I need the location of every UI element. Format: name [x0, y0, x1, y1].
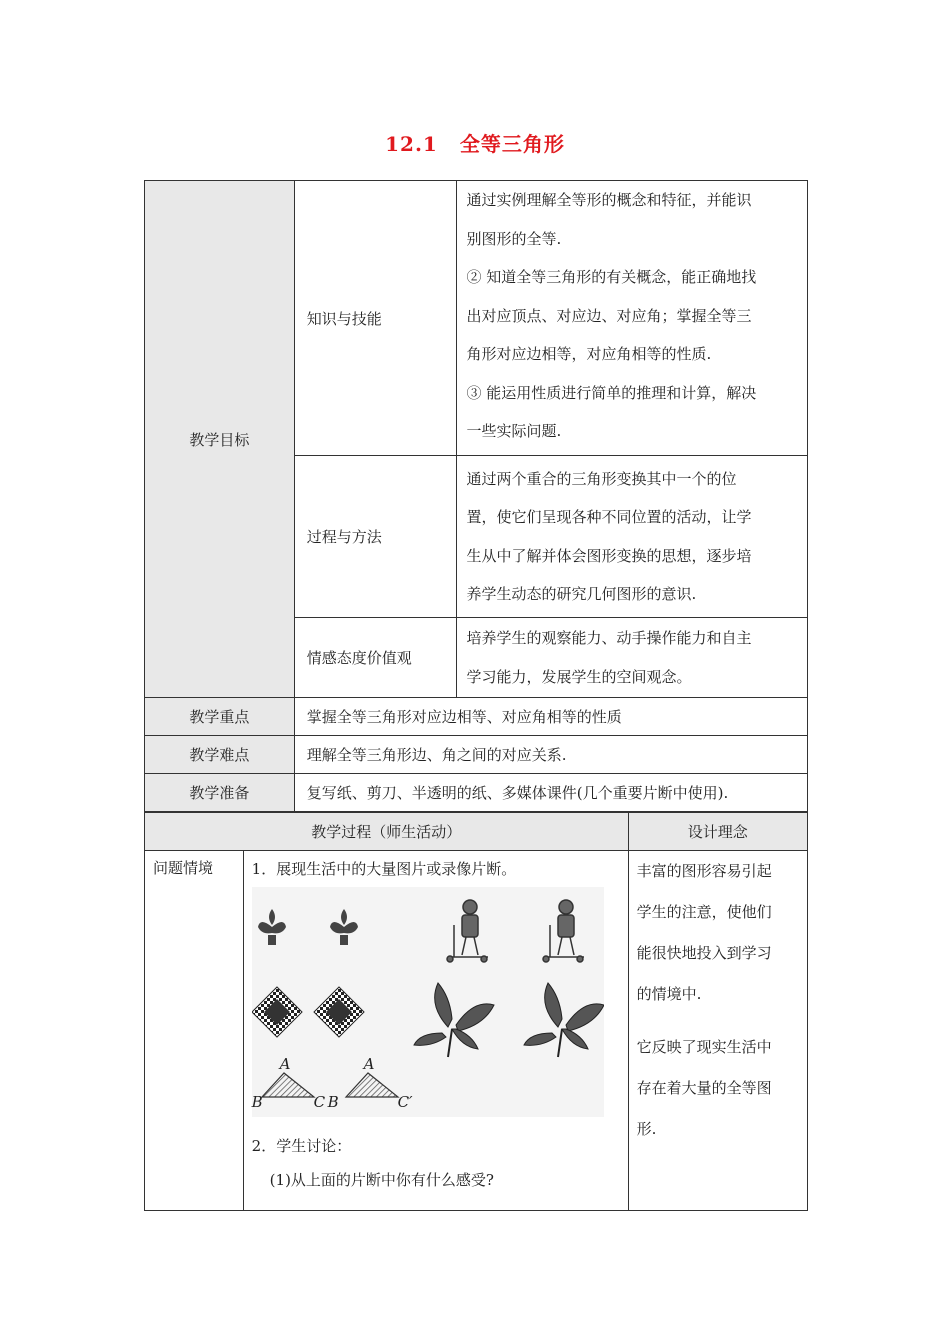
- emotion-line: 培养学生的观察能力、动手操作能力和自主: [466, 629, 752, 647]
- section-number: 12.1: [385, 132, 438, 156]
- process-label: 过程与方法: [294, 456, 456, 618]
- fleur-de-lis-icon: [330, 909, 358, 945]
- knowledge-line: 角形对应边相等，对应角相等的性质.: [466, 345, 712, 363]
- step2-text: 2．学生讨论：: [251, 1137, 352, 1155]
- page-title: [0, 128, 950, 157]
- process-line: 养学生动态的研究几何图形的意识.: [466, 585, 697, 603]
- child-on-scooter-icon: [447, 900, 488, 962]
- process-line: 生从中了解并体会图形变换的思想，逐步培: [466, 546, 752, 565]
- preparation-label: 教学准备: [145, 774, 295, 812]
- oak-leaf-sprig-icon: [524, 983, 604, 1057]
- process-table: [144, 812, 808, 1211]
- vertex-label-a: A: [279, 1055, 291, 1073]
- scenario-content: [243, 851, 628, 1211]
- difficulty-label: 教学难点: [145, 736, 295, 774]
- design-line: 能很快地投入到学习: [636, 944, 772, 962]
- knowledge-line: 一些实际问题.: [466, 422, 562, 440]
- step1-text: 1．展现生活中的大量图片或录像片断。: [251, 860, 517, 878]
- design-line: 存在着大量的全等图: [636, 1079, 772, 1097]
- step2-question: (1)从上面的片断中你有什么感受?: [269, 1171, 494, 1189]
- key-point-text: 掌握全等三角形对应边相等、对应角相等的性质: [294, 698, 807, 736]
- scenario-label: 问题情境: [145, 851, 244, 1211]
- emotion-line: 学习能力，发展学生的空间观念。: [466, 667, 692, 686]
- oak-leaf-sprig-icon: [414, 983, 494, 1057]
- checkered-diamond-icon: [314, 987, 364, 1037]
- difficulty-text: 理解全等三角形边、角之间的对应关系.: [294, 736, 807, 774]
- fleur-de-lis-icon: [258, 909, 286, 945]
- knowledge-content: [456, 181, 807, 456]
- vertex-label-c: C: [313, 1093, 326, 1111]
- vertex-label-b-prime: B: [327, 1093, 339, 1111]
- congruent-figures-image: [252, 887, 604, 1117]
- design-line: 丰富的图形容易引起: [636, 862, 772, 880]
- design-header: 设计理念: [628, 813, 807, 851]
- key-point-label: 教学重点: [145, 698, 295, 736]
- knowledge-label: 知识与技能: [294, 181, 456, 456]
- checkered-diamond-icon: [252, 987, 302, 1037]
- triangle-abc: [262, 1073, 314, 1097]
- vertex-label-c-prime: C′: [397, 1093, 413, 1111]
- knowledge-line: 通过实例理解全等形的概念和特征，并能识: [466, 191, 752, 209]
- preparation-text: 复写纸、剪刀、半透明的纸、多媒体课件(几个重要片断中使用).: [294, 774, 807, 812]
- design-line: 它反映了现实生活中: [636, 1038, 772, 1056]
- process-line: 置，使它们呈现各种不同位置的活动，让学: [466, 508, 752, 526]
- triangle-abc-prime: [346, 1073, 398, 1097]
- figures-svg: [252, 887, 604, 1117]
- objectives-label: 教学目标: [145, 181, 295, 698]
- emotion-content: [456, 618, 807, 698]
- process-content: [456, 456, 807, 618]
- knowledge-line: ② 知道全等三角形的有关概念，能正确地找: [466, 268, 757, 286]
- section-title: 全等三角形: [459, 132, 565, 156]
- process-line: 通过两个重合的三角形变换其中一个的位: [466, 469, 737, 488]
- design-content: [628, 851, 807, 1211]
- knowledge-line: ③ 能运用性质进行简单的推理和计算，解决: [466, 383, 757, 402]
- process-header: 教学过程（师生活动）: [145, 813, 629, 851]
- vertex-label-b: B: [251, 1093, 263, 1111]
- vertex-label-a-prime: A: [363, 1055, 375, 1073]
- knowledge-line: 别图形的全等.: [466, 229, 562, 248]
- emotion-label: 情感态度价值观: [294, 618, 456, 698]
- child-on-scooter-icon: [543, 900, 584, 962]
- design-line: 学生的注意，使他们: [636, 903, 772, 921]
- design-line: 的情境中.: [636, 985, 702, 1003]
- knowledge-line: 出对应顶点、对应边、对应角；掌握全等三: [466, 306, 752, 325]
- design-line: 形.: [636, 1120, 657, 1138]
- objectives-table: [144, 180, 808, 812]
